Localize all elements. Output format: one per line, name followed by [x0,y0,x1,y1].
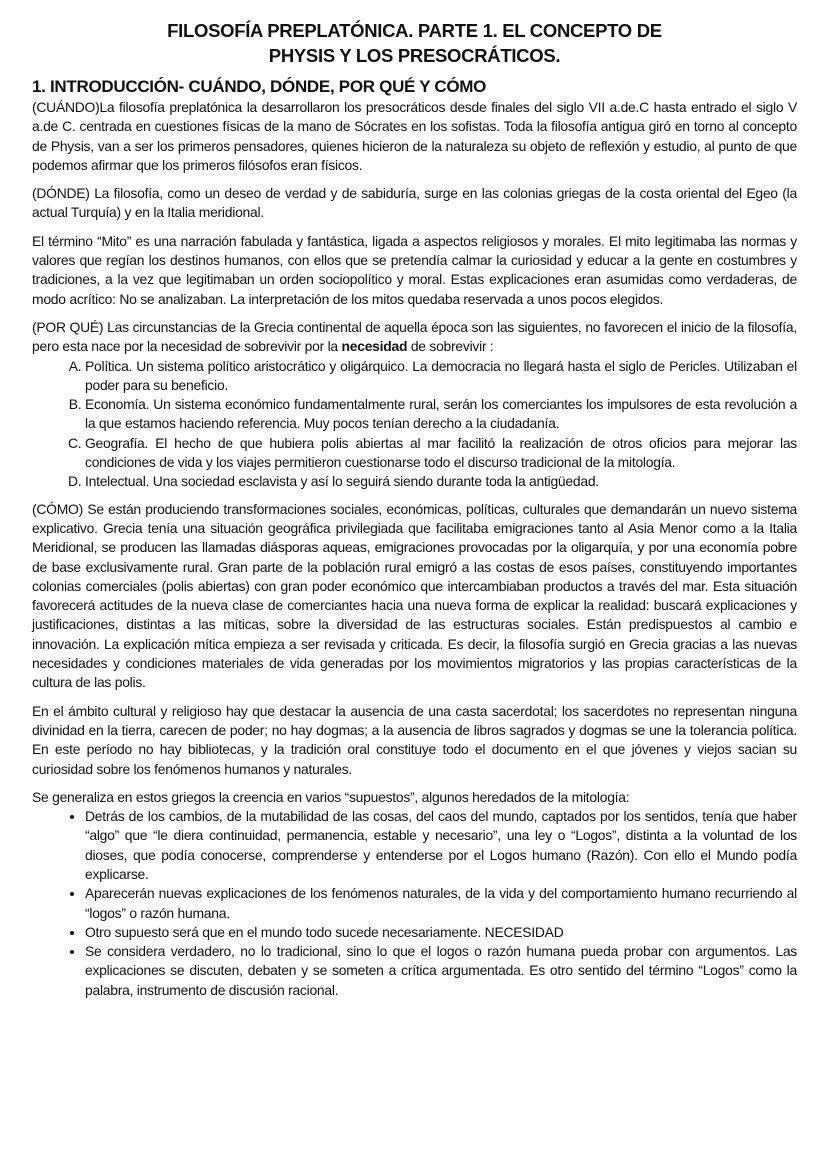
list-item: A. Política. Un sistema político aristocrático y oligárquico. La democracia no llegará hasta el siglo de Pericles. Utilizaban el poder para su beneficio. [85,357,797,396]
por-que-text-end: de sobrevivir : [407,338,494,355]
por-que-bold: necesidad [341,338,408,355]
document-title [32,18,797,68]
paragraph-supuestos: Se generaliza en estos griegos la creencia en varios “supuestos”, algunos heredados de la mitología: [32,788,630,805]
title-line-1: FILOSOFÍA PREPLATÓNICA. PARTE 1. EL CONCEPTO DE [167,20,662,41]
list-item: • Aparecerán nuevas explicaciones de los fenómenos naturales, de la vida y del comportamiento humano recurriendo al “logos” o razón humana. [85,884,797,923]
supuestos-list [32,807,797,1000]
list-item: • Otro supuesto será que en el mundo todo sucede necesariamente. NECESIDAD [85,923,797,942]
list-item: • Detrás de los cambios, de la mutabilidad de las cosas, del caos del mundo, captados por los sentidos, tenía que haber “algo” que “le diera continuidad, permanencia, estable y necesario”, una ley o “Logos”, distinta a la voluntad de los dioses, que podía conocerse, comprenderse y entenderse por el Logos humano (Razón). Con ello el Mundo podía explicarse. [85,807,797,884]
paragraph-por-que [32,318,797,357]
paragraph-mito: El término “Mito” es una narración fabulada y fantástica, ligada a aspectos religiosos y morales. El mito legitimaba las normas y valores que regían los destinos humanos, con ellos que se pretendía calmar la curiosidad y educar a la gente en costumbres y tradiciones, a la vez que legitimaban un orden sociopolítico y moral. Estas explicaciones eran asumidas como verdaderas, de modo acrítico: No se analizaban. La interpretación de los mitos quedaba reservada a unos pocos elegidos. [32,232,797,307]
por-que-text: (POR QUÉ) Las circunstancias de la Grecia continental de aquella época son las siguientes, no favorecen el inicio de la filosofía, pero esta nace por la necesidad de sobrevivir por la [32,318,797,355]
paragraph-donde: (DÓNDE) La filosofía, como un deseo de verdad y de sabiduría, surge en las colonias griegas de la costa oriental del Egeo (la actual Turquía) y en la Italia meridional. [32,185,797,221]
causes-list [32,357,797,492]
list-item: • Se considera verdadero, no lo tradicional, sino lo que el logos o razón humana pueda probar con argumentos. Las explicaciones se discuten, debaten y se someten a crítica argumentada. Es otro sentido del término “Logos” como la palabra, instrumento de discusión racional. [85,942,797,1000]
list-item: B. Economía. Un sistema económico fundamentalmente rural, serán los comerciantes los impulsores de esta revolución a la que estamos haciendo referencia. Muy pocos tenían derecho a la ciudadanía. [85,395,797,434]
paragraph-cultural: En el ámbito cultural y religioso hay que destacar la ausencia de una casta sacerdotal; los sacerdotes no representan ninguna divinidad en la tierra, carecen de poder; no hay dogmas; a la ausencia de libros sagrados y dogmas se une la tolerancia política. En este período no hay bibliotecas, y la tradición oral constituye todo el documento en el que jóvenes y viejos sacian su curiosidad sobre los fenómenos humanos y naturales. [32,702,797,777]
title-line-2: PHYSIS Y LOS PRESOCRÁTICOS. [268,45,561,66]
section-heading: 1. INTRODUCCIÓN- CUÁNDO, DÓNDE, POR QUÉ Y CÓMO [32,77,487,96]
paragraph-como: (CÓMO) Se están produciendo transformaciones sociales, económicas, políticas, culturales que demandarán un nuevo sistema explicativo. Grecia tenía una situación geográfica privilegiada que facilitaba emigraciones tanto al Asia Menor como a la Italia Meridional, se producen las llamadas diásporas aqueas, emigraciones provocadas por la oligarquía, y por una economía pobre de base exclusivamente rural. Gran parte de la población rural emigró a las costas de esos países, constituyendo importantes colonias comerciales (polis abiertas) con gran poder económico que intercambiaban productos a través del mar. Esta situación favorecerá actitudes de la nueva clase de comerciantes hacia una nueva forma de explicar la realidad: buscará explicaciones y justificaciones, distintas a las míticas, sobre la diversidad de las estructuras sociales. Están predispuestos al cambio e innovación. La explicación mítica empieza a ser revisada y criticada. Es decir, la filosofía surgió en Grecia gracias a las nuevas necesidades y condiciones materiales de vida generadas por los movimientos migratorios y las propias características de la cultura de las polis. [32,500,797,691]
paragraph-cuando: (CUÁNDO)La filosofía preplatónica la desarrollaron los presocráticos desde finales del siglo VII a.de.C hasta entrado el siglo V a.de C. centrada en cuestiones físicas de la mano de Sócrates en los sofistas. Toda la filosofía antigua giró en torno al concepto de Physis, van a ser los primeros pensadores, quienes hicieron de la naturaleza su objeto de reflexión y estudio, al punto de que podemos afirmar que los primeros filósofos eran físicos. [32,99,797,173]
list-item: D. Intelectual. Una sociedad esclavista y así lo seguirá siendo durante toda la antigüedad. [85,472,797,491]
list-item: C. Geografía. El hecho de que hubiera polis abiertas al mar facilitó la realización de otros oficios para mejorar las condiciones de vida y los viajes permitieron cuestionarse todo el discurso tradicional de la mitología. [85,434,797,473]
